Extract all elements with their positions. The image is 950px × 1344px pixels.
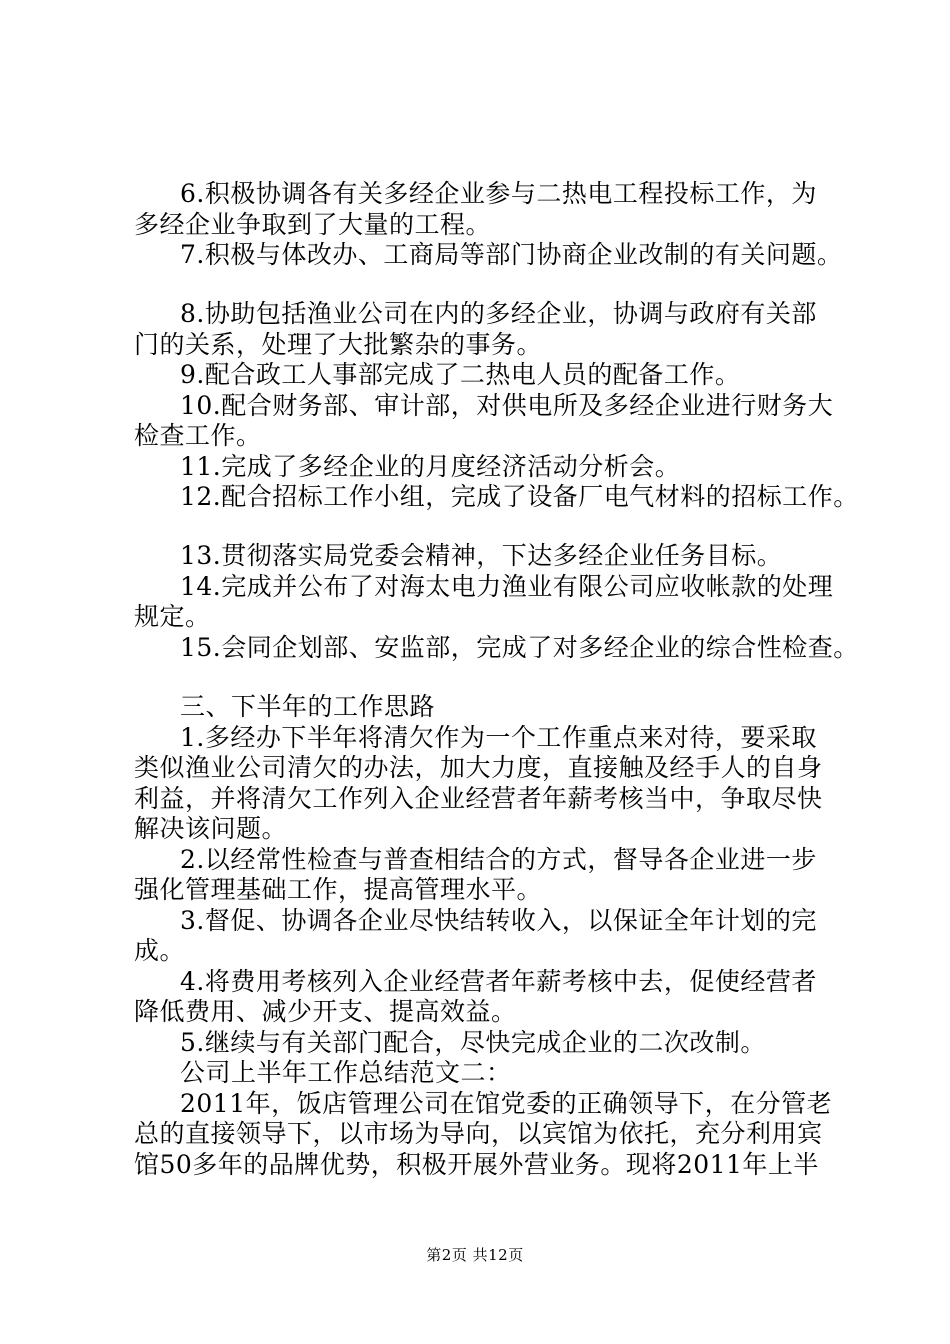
text-line: 强化管理基础工作，提高管理水平。 [134,875,543,904]
text-line: 12.配合招标工作小组，完成了设备厂电气材料的招标工作。 [180,482,859,511]
page-number-footer: 第2页 共12页 [426,1246,524,1264]
text-line: 8.协助包括渔业公司在内的多经企业，协调与政府有关部 [180,299,817,328]
text-line: 7.积极与体改办、工商局等部门协商企业改制的有关问题。 [180,240,843,269]
text-line: 5.继续与有关部门配合，尽快完成企业的二次改制。 [180,1028,766,1057]
text-line: 10.配合财务部、审计部，对供电所及多经企业进行财务大 [180,391,834,420]
text-line: 多经企业争取到了大量的工程。 [134,210,492,239]
text-line: 降低费用、减少开支、提高效益。 [134,997,517,1026]
text-line: 1.多经办下半年将清欠作为一个工作重点来对待，要采取 [180,723,817,752]
text-line: 馆50多年的品牌优势，积极开展外营业务。现将2011年上半 [134,1150,819,1179]
text-line: 规定。 [134,602,211,631]
text-line: 2.以经常性检查与普查相结合的方式，督导各企业进一步 [180,845,817,874]
text-line: 成。 [134,936,186,965]
text-line: 解决该问题。 [134,814,288,843]
text-line: 门的关系，处理了大批繁杂的事务。 [134,330,543,359]
text-line: 14.完成并公布了对海太电力渔业有限公司应收帐款的处理 [180,572,834,601]
text-line: 11.完成了多经企业的月度经济活动分析会。 [180,452,681,481]
text-line: 3.督促、协调各企业尽快结转收入，以保证全年计划的完 [180,906,817,935]
text-line: 9.配合政工人事部完成了二热电人员的配备工作。 [180,360,741,389]
text-line: 2011年，饭店管理公司在馆党委的正确领导下，在分管老 [180,1089,833,1118]
text-line: 类似渔业公司清欠的办法，加大力度，直接触及经手人的自身 [134,753,823,782]
text-line: 15.会同企划部、安监部，完成了对多经企业的综合性检查。 [180,633,859,662]
text-line: 13.贯彻落实局党委会精神，下达多经企业任务目标。 [180,541,783,570]
text-line: 6.积极协调各有关多经企业参与二热电工程投标工作，为 [180,179,817,208]
subtitle-line: 公司上半年工作总结范文二： [180,1058,512,1087]
text-line: 检查工作。 [134,421,262,450]
text-line: 总的直接领导下，以市场为导向，以宾馆为依托，充分利用宾 [134,1119,823,1148]
section-heading: 三、下半年的工作思路 [180,692,436,721]
text-line: 利益，并将清欠工作列入企业经营者年薪考核当中，争取尽快 [134,784,823,813]
text-line: 4.将费用考核列入企业经营者年薪考核中去，促使经营者 [180,967,817,996]
